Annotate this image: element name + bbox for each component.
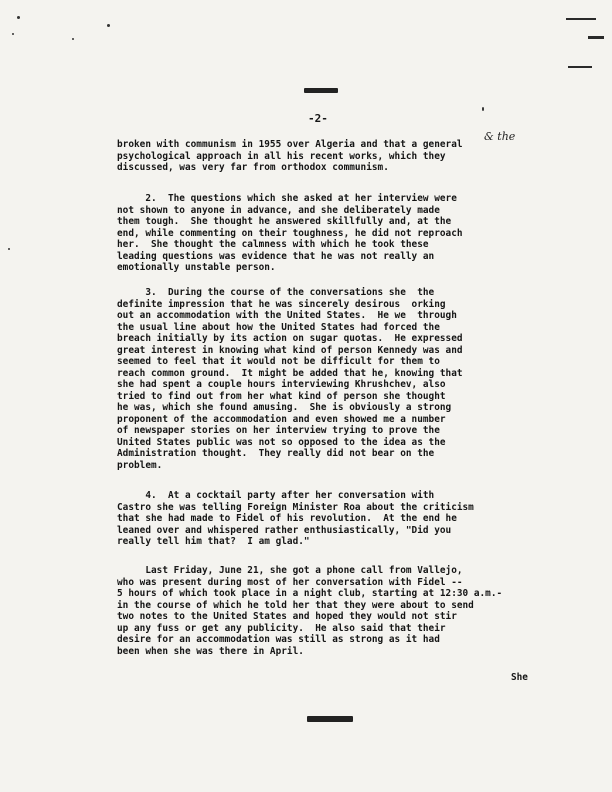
text-line: she had spent a couple hours interviewing Khrushchev, also <box>117 379 446 390</box>
scan-speck <box>107 24 110 27</box>
text-line: broken with communism in 1955 over Algeria and that a general <box>117 139 463 150</box>
text-line: the usual line about how the United States had forced the <box>117 321 440 333</box>
scan-speck <box>72 38 74 40</box>
text-line: 5 hours of which took place in a night club, starting at 12:30 a.m.- <box>117 588 503 599</box>
text-line: desire for an accommodation was still as strong as it had <box>117 634 440 645</box>
text-line: leading questions was evidence that he was not really an <box>117 250 435 262</box>
text-line: definite impression that he was sincerely desirous orking <box>117 298 446 310</box>
text-line: proponent of the accommodation and even showed me a number <box>117 413 446 425</box>
text-line: them tough. She thought he answered skillfully and, at the <box>117 216 452 227</box>
scan-edge-mark <box>566 18 596 20</box>
page-number: -2- <box>308 112 328 125</box>
handwritten-insertion: & the <box>484 130 516 143</box>
scan-speck <box>8 248 10 250</box>
text-line: leaned over and whispered rather enthusiastically, "Did you <box>117 524 452 536</box>
scan-edge-mark <box>588 36 604 39</box>
text-line: her. She thought the calmness with which he took these <box>117 239 429 250</box>
classification-marking-top <box>304 88 338 93</box>
scan-speck <box>17 16 20 19</box>
text-line: 2. The questions which she asked at her interview were <box>117 193 457 204</box>
paragraph-3 <box>117 287 557 471</box>
text-line: not shown to anyone in advance, and she deliberately made <box>117 204 440 216</box>
paragraph-4 <box>117 490 557 548</box>
paragraph-2 <box>117 193 557 274</box>
text-line: tried to find out from her what kind of person she thought <box>117 390 446 402</box>
text-line: really tell him that? I am glad." <box>117 536 310 547</box>
classification-marking-bottom <box>307 716 353 722</box>
scan-speck <box>482 107 484 111</box>
text-line: 3. During the course of the conversations she the <box>117 287 435 298</box>
text-line: up any fuss or get any publicity. He also said that their <box>117 622 446 634</box>
text-line: he was, which she found amusing. She is obviously a strong <box>117 402 452 413</box>
text-line: Last Friday, June 21, she got a phone call from Vallejo, <box>117 565 463 576</box>
paragraph-1 <box>117 139 557 174</box>
scan-speck <box>12 33 14 35</box>
text-line: been when she was there in April. <box>117 645 304 657</box>
text-line: reach common ground. It might be added that he, knowing that <box>117 367 463 379</box>
text-line: who was present during most of her conversation with Fidel -- <box>117 576 463 588</box>
text-line: United States public was not so opposed to the idea as the <box>117 436 446 448</box>
text-line: breach initially by its action on sugar quotas. He expressed <box>117 333 463 344</box>
text-line: discussed, was very far from orthodox communism. <box>117 162 389 173</box>
text-line: Administration thought. They really did not bear on the <box>117 448 435 459</box>
text-line: that she had made to Fidel of his revolution. At the end he <box>117 513 457 524</box>
text-line: out an accommodation with the United States. He we through <box>117 310 457 321</box>
continuation-word: She <box>511 672 528 683</box>
text-line: in the course of which he told her that they were about to send <box>117 599 474 611</box>
text-line: problem. <box>117 459 163 471</box>
text-line: two notes to the United States and hoped they would not stir <box>117 611 457 622</box>
paragraph-5 <box>117 565 557 657</box>
scan-edge-mark <box>568 66 592 68</box>
text-line: seemed to feel that it would not be difficult for them to <box>117 356 440 367</box>
text-line: psychological approach in all his recent works, which they <box>117 150 446 162</box>
text-line: emotionally unstable person. <box>117 262 276 273</box>
text-line: 4. At a cocktail party after her conversation with <box>117 490 435 501</box>
text-line: end, while commenting on their toughness, he did not reproach <box>117 227 463 239</box>
text-line: great interest in knowing what kind of person Kennedy was and <box>117 344 463 356</box>
text-line: of newspaper stories on her interview trying to prove the <box>117 425 440 436</box>
text-line: Castro she was telling Foreign Minister Roa about the criticism <box>117 501 474 513</box>
